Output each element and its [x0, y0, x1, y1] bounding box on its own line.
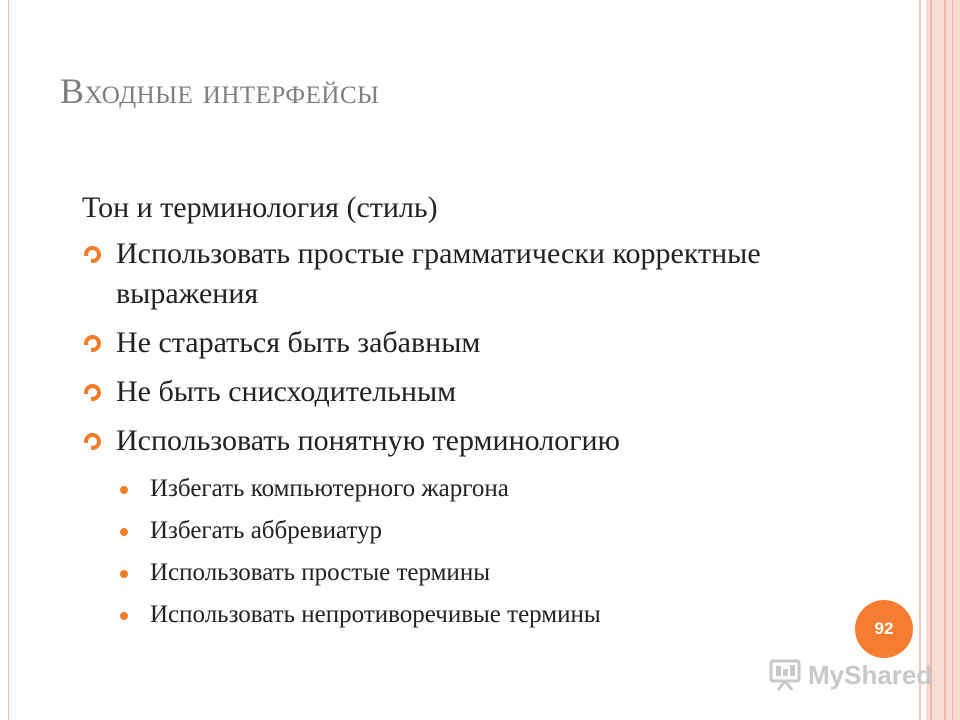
- ring-bullet-icon: [84, 384, 101, 401]
- presentation-board-icon: [768, 658, 802, 692]
- list-item: [82, 421, 902, 635]
- list-item: [82, 323, 902, 363]
- list-item: [82, 372, 902, 412]
- dot-bullet-icon: [120, 570, 128, 578]
- page-number-badge: [855, 600, 913, 658]
- frame-left-line: [8, 0, 9, 720]
- page-number: 92: [874, 619, 894, 638]
- sub-list-item: [116, 553, 902, 593]
- frame-right-line: [919, 0, 921, 720]
- list-item-text: Использовать простые грамматически корректные выражения: [116, 237, 761, 310]
- ring-bullet-icon: [84, 335, 101, 352]
- sub-bullet-list: [116, 469, 902, 635]
- watermark-text: MyShared: [808, 659, 933, 690]
- dot-bullet-icon: [120, 486, 128, 494]
- watermark-logo: [768, 655, 932, 695]
- sub-list-item: [116, 511, 902, 551]
- list-item-text: Не стараться быть забавным: [116, 326, 481, 359]
- dot-bullet-icon: [120, 528, 128, 536]
- ring-bullet-icon: [84, 433, 101, 450]
- list-item: [82, 234, 902, 314]
- frame-right-line: [952, 0, 953, 720]
- list-item-text: Использовать понятную терминологию: [116, 424, 620, 457]
- sub-list-item-text: Использовать простые термины: [150, 559, 490, 586]
- sub-list-item-text: Использовать непротиворечивые термины: [150, 601, 601, 628]
- list-item-text: Не быть снисходительным: [116, 375, 457, 408]
- sub-list-item: [116, 595, 902, 635]
- sub-list-item: [116, 469, 902, 509]
- section-heading: Тон и терминология (стиль): [82, 191, 438, 224]
- dot-bullet-icon: [120, 612, 128, 620]
- sub-list-item-text: Избегать компьютерного жаргона: [150, 475, 509, 502]
- sub-list-item-text: Избегать аббревиатур: [150, 517, 383, 544]
- ring-bullet-icon: [84, 246, 101, 263]
- slide-content: [82, 188, 902, 644]
- bullet-list: [82, 234, 902, 635]
- frame-right-line: [944, 0, 946, 720]
- frame-right-line: [930, 0, 932, 720]
- slide-title: Входные интерфейсы: [60, 71, 380, 111]
